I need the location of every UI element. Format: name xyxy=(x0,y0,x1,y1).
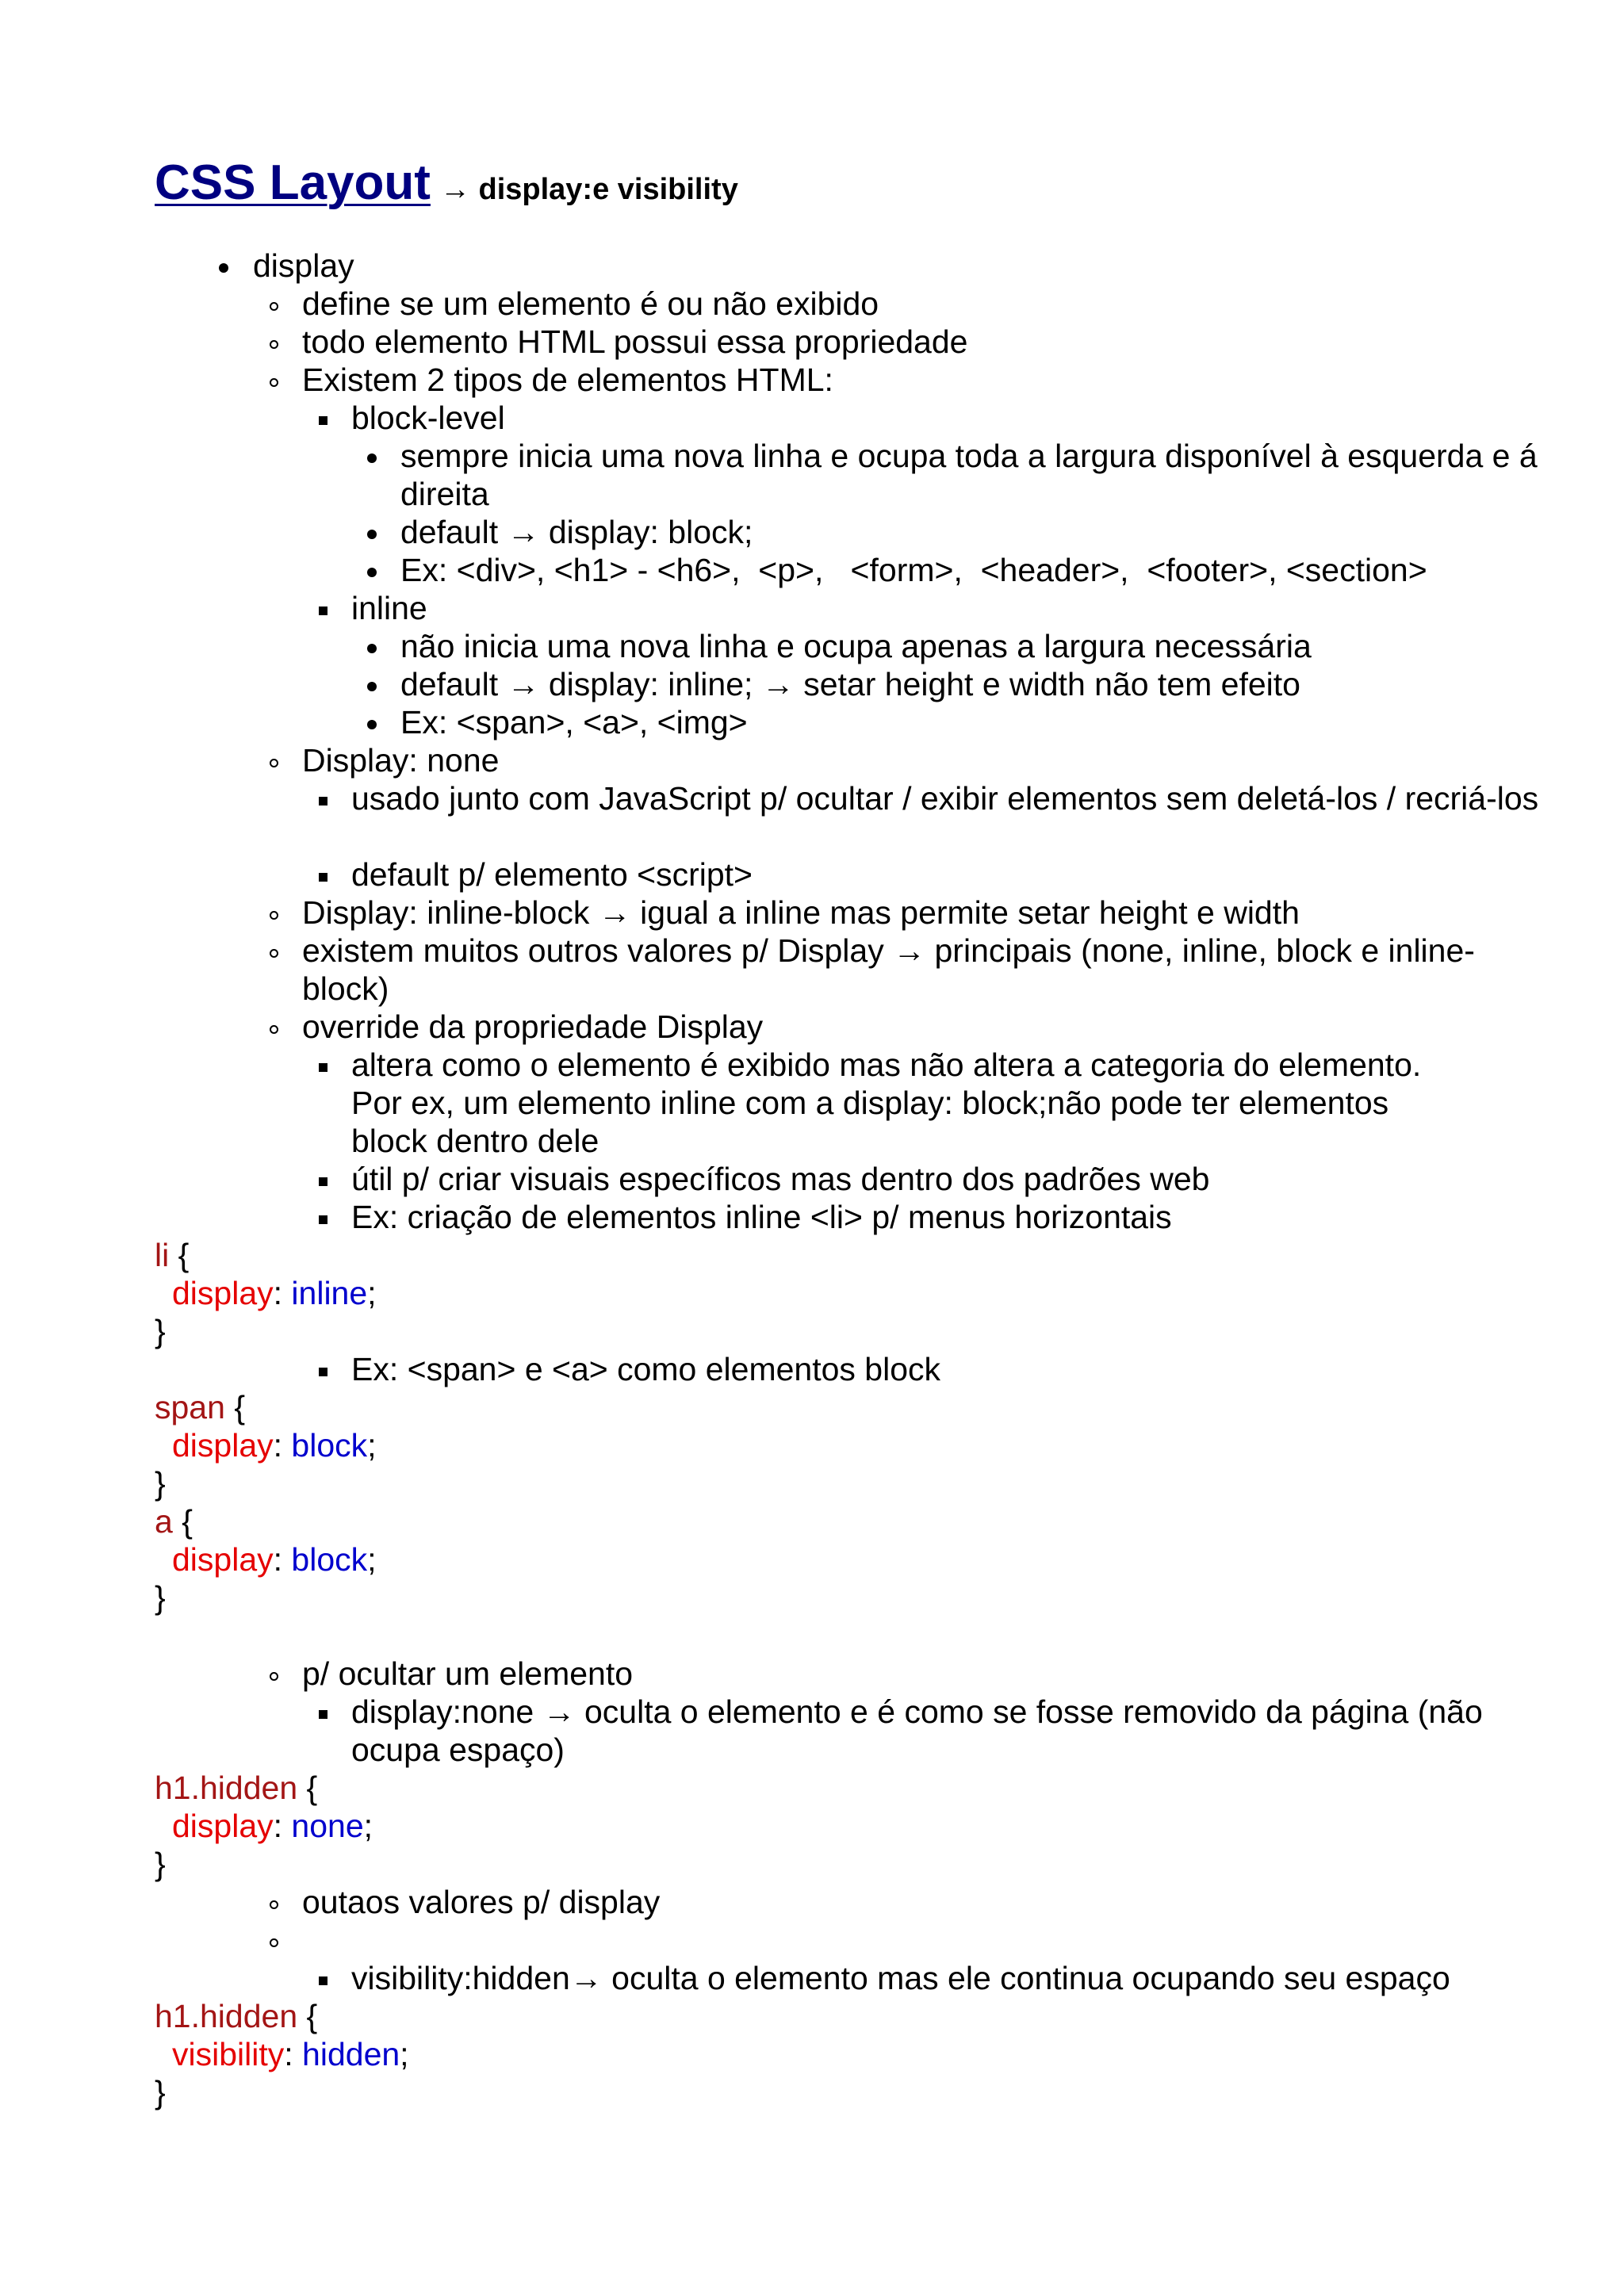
list-item-continuation: Por ex, um elemento inline com a display: block;não pode ter elementos xyxy=(351,1085,1389,1121)
code-line: span { xyxy=(155,1389,246,1425)
bullet-circle-icon xyxy=(258,1883,289,1921)
list-item: usado junto com JavaScript p/ ocultar / exibir elementos sem deletá-los / recriá-los xyxy=(155,779,1503,855)
code-line: } xyxy=(155,1846,166,1882)
code-line: } xyxy=(155,2074,166,2110)
list-item: default → display: inline; → setar height e width não tem efeito xyxy=(155,665,1503,703)
code-line: } xyxy=(155,1465,166,1502)
code-line: display: inline; xyxy=(172,1275,377,1311)
list-item: default → display: block; xyxy=(155,513,1503,551)
bullet-circle-icon xyxy=(258,1008,289,1046)
list-item: Display: inline-block → igual a inline mas permite setar height e width xyxy=(155,894,1503,932)
bullet-square-icon xyxy=(307,1693,339,1731)
bullet-disc-icon xyxy=(356,627,388,665)
list-item: não inicia uma nova linha e ocupa apenas a largura necessária xyxy=(155,627,1503,665)
bullet-disc-icon xyxy=(208,247,239,285)
title-subtitle: → display:e visibility xyxy=(439,173,738,206)
bullet-square-icon xyxy=(307,779,339,817)
list-item: Existem 2 tipos de elementos HTML: xyxy=(155,361,1503,399)
bullet-square-icon xyxy=(307,855,339,894)
code-line: display: block; xyxy=(172,1541,377,1578)
list-item: define se um elemento é ou não exibido xyxy=(155,285,1503,323)
code-line: display: none; xyxy=(172,1808,373,1844)
bullet-square-icon xyxy=(307,399,339,437)
list-item: outaos valores p/ display xyxy=(155,1883,1503,1921)
list-item: Ex: <div>, <h1> - <h6>, <p>, <form>, <header>, <footer>, <section> xyxy=(155,551,1503,589)
list-item: todo elemento HTML possui essa propriedade xyxy=(155,323,1503,361)
title-link[interactable]: CSS Layout xyxy=(155,155,431,210)
bullet-square-icon xyxy=(307,1959,339,1997)
code-line: h1.hidden { xyxy=(155,1770,318,1806)
bullet-circle-icon xyxy=(258,285,289,323)
list-item: sempre inicia uma nova linha e ocupa toda a largura disponível à esquerda e á direita xyxy=(155,437,1503,513)
list-item: display xyxy=(155,247,1503,285)
list-item: existem muitos outros valores p/ Display → principais (none, inline, block e inline-block) xyxy=(155,932,1503,1008)
list-item: inline xyxy=(155,589,1503,627)
list-item: override da propriedade Display xyxy=(155,1008,1503,1046)
list-item: Ex: <span> e <a> como elementos block xyxy=(155,1350,1503,1388)
list-item: Ex: criação de elementos inline <li> p/ menus horizontais xyxy=(155,1198,1503,1236)
bullet-square-icon xyxy=(307,1198,339,1236)
code-line: display: block; xyxy=(172,1427,377,1464)
list-item: default p/ elemento <script> xyxy=(155,855,1503,894)
list-item: Display: none xyxy=(155,741,1503,779)
bullet-circle-icon xyxy=(258,932,289,970)
code-line: } xyxy=(155,1313,166,1349)
bullet-disc-icon xyxy=(356,551,388,589)
code-line: h1.hidden { xyxy=(155,1998,318,2034)
code-line: visibility: hidden; xyxy=(172,2036,409,2072)
code-line: li { xyxy=(155,1237,190,1273)
bullet-circle-icon xyxy=(258,361,289,399)
bullet-disc-icon xyxy=(356,665,388,703)
code-line: } xyxy=(155,1579,166,1616)
list-item-empty xyxy=(155,1921,1503,1959)
bullet-circle-icon xyxy=(258,741,289,779)
bullet-circle-icon xyxy=(258,894,289,932)
list-item: display:none → oculta o elemento e é como se fosse removido da página (não ocupa espaço) xyxy=(155,1693,1503,1769)
bullet-disc-icon xyxy=(356,437,388,475)
bullet-circle-icon xyxy=(258,1655,289,1693)
bullet-disc-icon xyxy=(356,513,388,551)
bullet-square-icon xyxy=(307,589,339,627)
code-line: a { xyxy=(155,1503,193,1540)
page-title xyxy=(155,155,1503,218)
document-page xyxy=(155,155,1539,2111)
list-item: p/ ocultar um elemento xyxy=(155,1655,1503,1693)
bullet-square-icon xyxy=(307,1046,339,1084)
bullet-circle-icon xyxy=(258,323,289,361)
bullet-square-icon xyxy=(307,1350,339,1388)
list-item: Ex: <span>, <a>, <img> xyxy=(155,703,1503,741)
bullet-square-icon xyxy=(307,1160,339,1198)
list-item: visibility:hidden→ oculta o elemento mas ele continua ocupando seu espaço xyxy=(155,1959,1503,1997)
bullet-circle-icon xyxy=(258,1921,289,1959)
list-item-continuation: block dentro dele xyxy=(351,1123,599,1159)
bullet-disc-icon xyxy=(356,703,388,741)
list-item: block-level xyxy=(155,399,1503,437)
list-item: altera como o elemento é exibido mas não altera a categoria do elemento. xyxy=(155,1046,1503,1084)
list-item: útil p/ criar visuais específicos mas dentro dos padrões web xyxy=(155,1160,1503,1198)
